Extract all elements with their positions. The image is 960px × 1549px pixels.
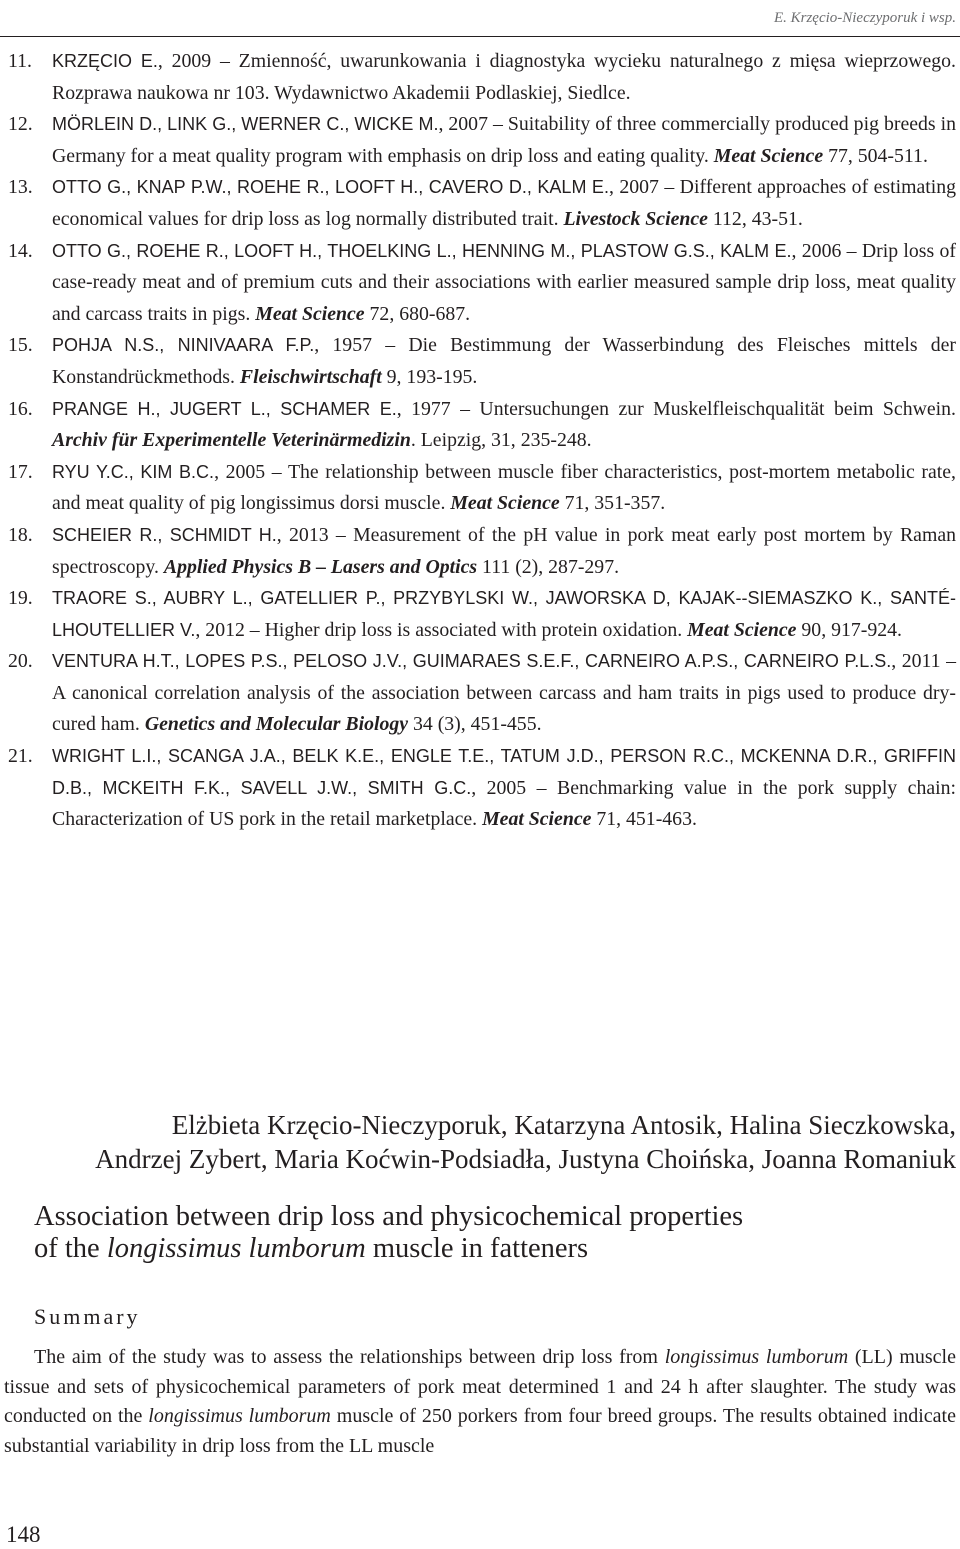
reference-authors: KRZĘCIO E.: [52, 51, 158, 71]
reference-authors: WRIGHT L.I., SCANGA J.A., BELK K.E., ENGLE T.E., TATUM J.D., PERSON R.C., MCKENNA D.R., GRIFFIN D.B., MCKEITH F.K., SAVELL J.W., SMITH G.C.: [52, 746, 956, 798]
reference-body: [52, 46, 956, 109]
reference-authors: POHJA N.S., NINIVAARA F.P.: [52, 335, 315, 356]
reference-authors: OTTO G., ROEHE R., LOOFT H., THOELKING L., HENNING M., PLASTOW G.S., KALM E.: [52, 240, 792, 261]
reference-item: [8, 646, 956, 741]
running-head: E. Krzęcio-Nieczyporuk i wsp.: [773, 10, 956, 26]
reference-item: [8, 172, 956, 235]
reference-journal: Fleischwirtschaft: [239, 365, 382, 388]
reference-text: , 1977 – Untersuchungen zur Muskelfleischqualität beim Schwein.: [396, 397, 956, 420]
reference-text: , 2011 – A canonical correlation analysis of the association between carcass and ham traits in pigs used to produce dry-cured ham.: [52, 650, 956, 736]
reference-number: 18.: [8, 523, 33, 546]
authors-line-1: Elżbieta Krzęcio-Nieczyporuk, Katarzyna Antosik, Halina Sieczkowska,: [171, 1110, 956, 1140]
reference-text: , 2005 – Benchmarking value in the pork supply chain: Characterization of US pork in the retail marketplace.: [52, 776, 957, 831]
reference-tail: 72, 680-687.: [364, 302, 471, 325]
reference-authors: PRANGE H., JUGERT L., SCHAMER E.: [52, 398, 397, 419]
reference-number: 21.: [8, 745, 33, 768]
reference-body: [52, 330, 956, 393]
page-number: 148: [6, 1522, 41, 1547]
reference-tail: 34 (3), 451-455.: [408, 713, 542, 736]
summary-italic-2: longissimus lumborum: [148, 1405, 331, 1427]
summary-text: [4, 1343, 956, 1461]
reference-tail: 111 (2), 287-297.: [477, 555, 620, 578]
reference-tail: 77, 504-511.: [823, 144, 928, 167]
reference-text: , 2012 – Higher drip loss is associated with protein oxidation.: [195, 618, 688, 641]
reference-body: [52, 109, 956, 172]
title-part-3: muscle in fatteners: [365, 1233, 589, 1264]
reference-number: 16.: [8, 397, 33, 420]
reference-text: , 2007 – Suitability of three commercially produced pig breeds in Germany for a meat quality program with emphasis on drip loss and eating quality.: [52, 113, 956, 167]
reference-number: 20.: [8, 650, 33, 673]
reference-authors: TRAORE S., AUBRY L., GATELLIER P., PRZYBYLSKI W., JAWORSKA D, KAJAK--SIEMASZKO K., SANTÉ-LHOUTELLIER V.: [52, 588, 956, 640]
title-part-2: of the: [34, 1233, 107, 1264]
reference-body: [52, 172, 956, 235]
reference-text: , 2005 – The relationship between muscle fiber characteristics, post-mortem metabolic rate, and meat quality of pig longissimus dorsi muscle.: [52, 460, 956, 515]
title-italic: longissimus lumborum: [106, 1233, 366, 1264]
summary-italic-1: longissimus lumborum: [664, 1346, 849, 1368]
reference-item: [8, 520, 956, 583]
reference-item: [8, 109, 956, 172]
reference-number: 11.: [8, 50, 32, 72]
authors-line-2: Andrzej Zybert, Maria Koćwin-Podsiadła, Justyna Choińska, Joanna Romaniuk: [95, 1144, 956, 1174]
reference-body: [52, 646, 956, 741]
reference-item: [8, 236, 956, 331]
reference-text: , 2009 – Zmienność, uwarunkowania i diagnostyka wycieku naturalnego z mięsa wieprzowego. Rozprawa naukowa nr 103. Wydawnictwo Akademii Podlaskiej, Siedlce.: [52, 50, 956, 104]
reference-number: 19.: [8, 587, 33, 610]
reference-body: [52, 583, 956, 646]
reference-authors: OTTO G., KNAP P.W., ROEHE R., LOOFT H., CAVERO D., KALM E.: [52, 177, 609, 198]
reference-text: , 1957 – Die Bestimmung der Wasserbindung des Fleisches mittels der Konstandrückmethods.: [52, 334, 956, 388]
reference-item: [8, 330, 956, 393]
summary-part-1: The aim of the study was to assess the relationships between drip loss from: [34, 1346, 665, 1368]
summary-part-3: muscle of 250 porkers from four breed groups. The results obtained indicate substantial variability in drip loss from the LL muscle: [4, 1405, 956, 1457]
reference-body: [52, 741, 956, 836]
reference-item: [8, 741, 956, 836]
reference-number: 12.: [8, 113, 33, 136]
reference-authors: SCHEIER R., SCHMIDT H.: [52, 524, 277, 545]
reference-item: [8, 457, 956, 520]
reference-authors: VENTURA H.T., LOPES P.S., PELOSO J.V., GUIMARAES S.E.F., CARNEIRO A.P.S., CARNEIRO P.L.S.: [52, 651, 892, 672]
article-title: [34, 1201, 934, 1265]
reference-item: [8, 583, 956, 646]
reference-journal: Archiv für Experimentelle Veterinärmedizin: [52, 429, 411, 452]
title-part-1: Association between drip loss and physicochemical properties: [34, 1201, 744, 1232]
reference-text: , 2013 – Measurement of the pH value in pork meat early post mortem by Raman spectroscopy.: [52, 523, 957, 578]
article-authors: [56, 1108, 956, 1176]
reference-journal: Meat Science: [713, 144, 824, 167]
reference-text: , 2007 – Different approaches of estimating economical values for drip loss as log normally distributed trait.: [52, 176, 957, 230]
reference-body: [52, 457, 956, 520]
reference-journal: Meat Science: [450, 492, 560, 515]
reference-journal: Genetics and Molecular Biology: [144, 713, 409, 736]
reference-number: 13.: [8, 176, 33, 199]
reference-body: [52, 394, 956, 457]
reference-authors: RYU Y.C., KIM B.C.: [52, 461, 215, 482]
reference-journal: Meat Science: [255, 302, 365, 325]
reference-body: [52, 520, 956, 583]
reference-number: 15.: [8, 334, 33, 357]
reference-tail: 90, 917-924.: [796, 618, 902, 641]
summary-part-2: (LL) muscle tissue and sets of physicochemical parameters of pork meat determined 1 and 24 h after slaughter. The study was conducted on the: [4, 1346, 956, 1427]
reference-journal: Meat Science: [687, 618, 797, 641]
reference-tail: 9, 193-195.: [381, 365, 478, 388]
reference-tail: . Leipzig, 31, 235-248.: [410, 429, 592, 452]
reference-item: [8, 394, 956, 457]
reference-tail: 71, 351-357.: [559, 492, 666, 515]
reference-authors: MÖRLEIN D., LINK G., WERNER C., WICKE M.: [52, 114, 439, 135]
reference-journal: Livestock Science: [563, 207, 708, 230]
reference-journal: Applied Physics B – Lasers and Optics: [163, 555, 478, 578]
reference-tail: 71, 451-463.: [591, 808, 697, 831]
summary-heading: Summary: [34, 1304, 141, 1329]
reference-number: 14.: [8, 239, 33, 262]
reference-list: [8, 46, 956, 836]
reference-tail: 112, 43-51.: [707, 207, 803, 230]
reference-number: 17.: [8, 460, 33, 483]
reference-body: [52, 236, 956, 331]
reference-item: [8, 46, 956, 109]
reference-journal: Meat Science: [482, 808, 592, 831]
page-header: [0, 0, 960, 37]
reference-text: , 2006 – Drip loss of case-ready meat and of premium cuts and their associations with earlier measured sample drip loss, meat quality and carcass traits in pigs.: [52, 239, 956, 325]
